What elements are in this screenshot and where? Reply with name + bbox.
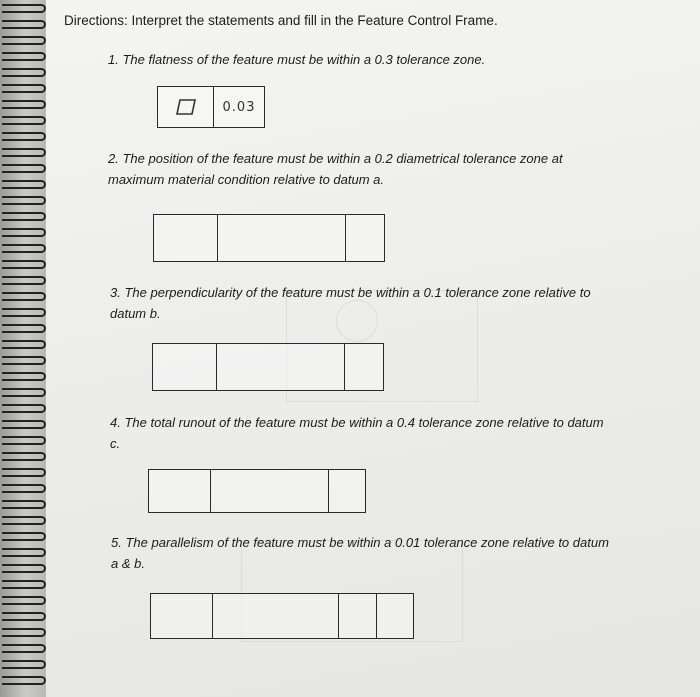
tolerance-cell[interactable] [218, 215, 346, 261]
question-text-continued: c. [110, 436, 121, 451]
spiral-coil [2, 548, 46, 557]
datum-cell-primary[interactable] [339, 594, 377, 638]
spiral-coil [2, 596, 46, 605]
spiral-coil [2, 100, 46, 109]
spiral-binding [0, 0, 46, 697]
spiral-coil [2, 52, 46, 61]
feature-control-frame-4 [148, 469, 366, 513]
feature-control-frame-1 [157, 86, 265, 128]
spiral-coil [2, 356, 46, 365]
spiral-coil [2, 644, 46, 653]
question-text: The parallelism of the feature must be within a 0.01 tolerance zone relative to datum [125, 535, 609, 550]
spiral-coil [2, 628, 46, 637]
spiral-coil [2, 132, 46, 141]
spiral-coil [2, 260, 46, 269]
question-text: The perpendicularity of the feature must be within a 0.1 tolerance zone relative to [124, 285, 591, 300]
tolerance-cell[interactable] [217, 344, 345, 390]
question-number: 1. [108, 52, 119, 67]
question-1 [108, 49, 485, 70]
spiral-coil [2, 36, 46, 45]
spiral-coil [2, 228, 46, 237]
question-text-continued: a & b. [111, 556, 145, 571]
feature-control-frame-2 [153, 214, 385, 262]
question-number: 4. [110, 415, 121, 430]
question-number: 2. [108, 151, 119, 166]
spiral-coil [2, 500, 46, 509]
question-number: 5. [111, 535, 122, 550]
spiral-coil [2, 436, 46, 445]
spiral-coil [2, 68, 46, 77]
spiral-coil [2, 308, 46, 317]
spiral-coil [2, 404, 46, 413]
question-3 [110, 282, 591, 324]
question-text: The flatness of the feature must be within a 0.3 tolerance zone. [122, 52, 486, 67]
tolerance-value: 0.03 [222, 99, 256, 115]
spiral-coil [2, 180, 46, 189]
spiral-coil [2, 244, 46, 253]
spiral-coil [2, 196, 46, 205]
geometric-characteristic-cell[interactable] [158, 87, 214, 127]
datum-cell[interactable] [345, 344, 383, 390]
spiral-coil [2, 516, 46, 525]
spiral-coil [2, 676, 46, 685]
datum-cell[interactable] [346, 215, 384, 261]
spiral-coil [2, 452, 46, 461]
geometric-characteristic-cell[interactable] [154, 215, 218, 261]
spiral-coil [2, 20, 46, 29]
feature-control-frame-3 [152, 343, 384, 391]
geometric-characteristic-cell[interactable] [153, 344, 217, 390]
geometric-characteristic-cell[interactable] [149, 470, 211, 512]
directions-text: Directions: Interpret the statements and fill in the Feature Control Frame. [64, 13, 498, 28]
spiral-coil [2, 484, 46, 493]
tolerance-cell[interactable] [211, 470, 329, 512]
question-2 [108, 148, 563, 190]
spiral-coil [2, 372, 46, 381]
question-5 [111, 532, 609, 574]
spiral-coil [2, 564, 46, 573]
datum-cell[interactable] [329, 470, 365, 512]
spiral-coil [2, 164, 46, 173]
flatness-icon [174, 97, 198, 117]
question-text: The total runout of the feature must be within a 0.4 tolerance zone relative to datum [124, 415, 604, 430]
spiral-coil [2, 4, 46, 13]
question-number: 3. [110, 285, 121, 300]
spiral-coil [2, 388, 46, 397]
spiral-coil [2, 276, 46, 285]
tolerance-cell[interactable] [214, 87, 264, 127]
question-text-continued: maximum material condition relative to datum a. [108, 172, 385, 187]
spiral-coil [2, 532, 46, 541]
spiral-coil [2, 324, 46, 333]
spiral-coil [2, 580, 46, 589]
question-text-continued: datum b. [110, 306, 161, 321]
question-text: The position of the feature must be within a 0.2 diametrical tolerance zone at [122, 151, 563, 166]
feature-control-frame-5 [150, 593, 414, 639]
spiral-coil [2, 292, 46, 301]
spiral-coil [2, 84, 46, 93]
spiral-coil [2, 148, 46, 157]
tolerance-cell[interactable] [213, 594, 339, 638]
spiral-coil [2, 468, 46, 477]
spiral-coil [2, 420, 46, 429]
spiral-coil [2, 116, 46, 125]
spiral-coil [2, 340, 46, 349]
spiral-coil [2, 612, 46, 621]
question-4 [110, 412, 604, 454]
spiral-coil [2, 212, 46, 221]
spiral-coil [2, 660, 46, 669]
datum-cell-secondary[interactable] [377, 594, 413, 638]
geometric-characteristic-cell[interactable] [151, 594, 213, 638]
